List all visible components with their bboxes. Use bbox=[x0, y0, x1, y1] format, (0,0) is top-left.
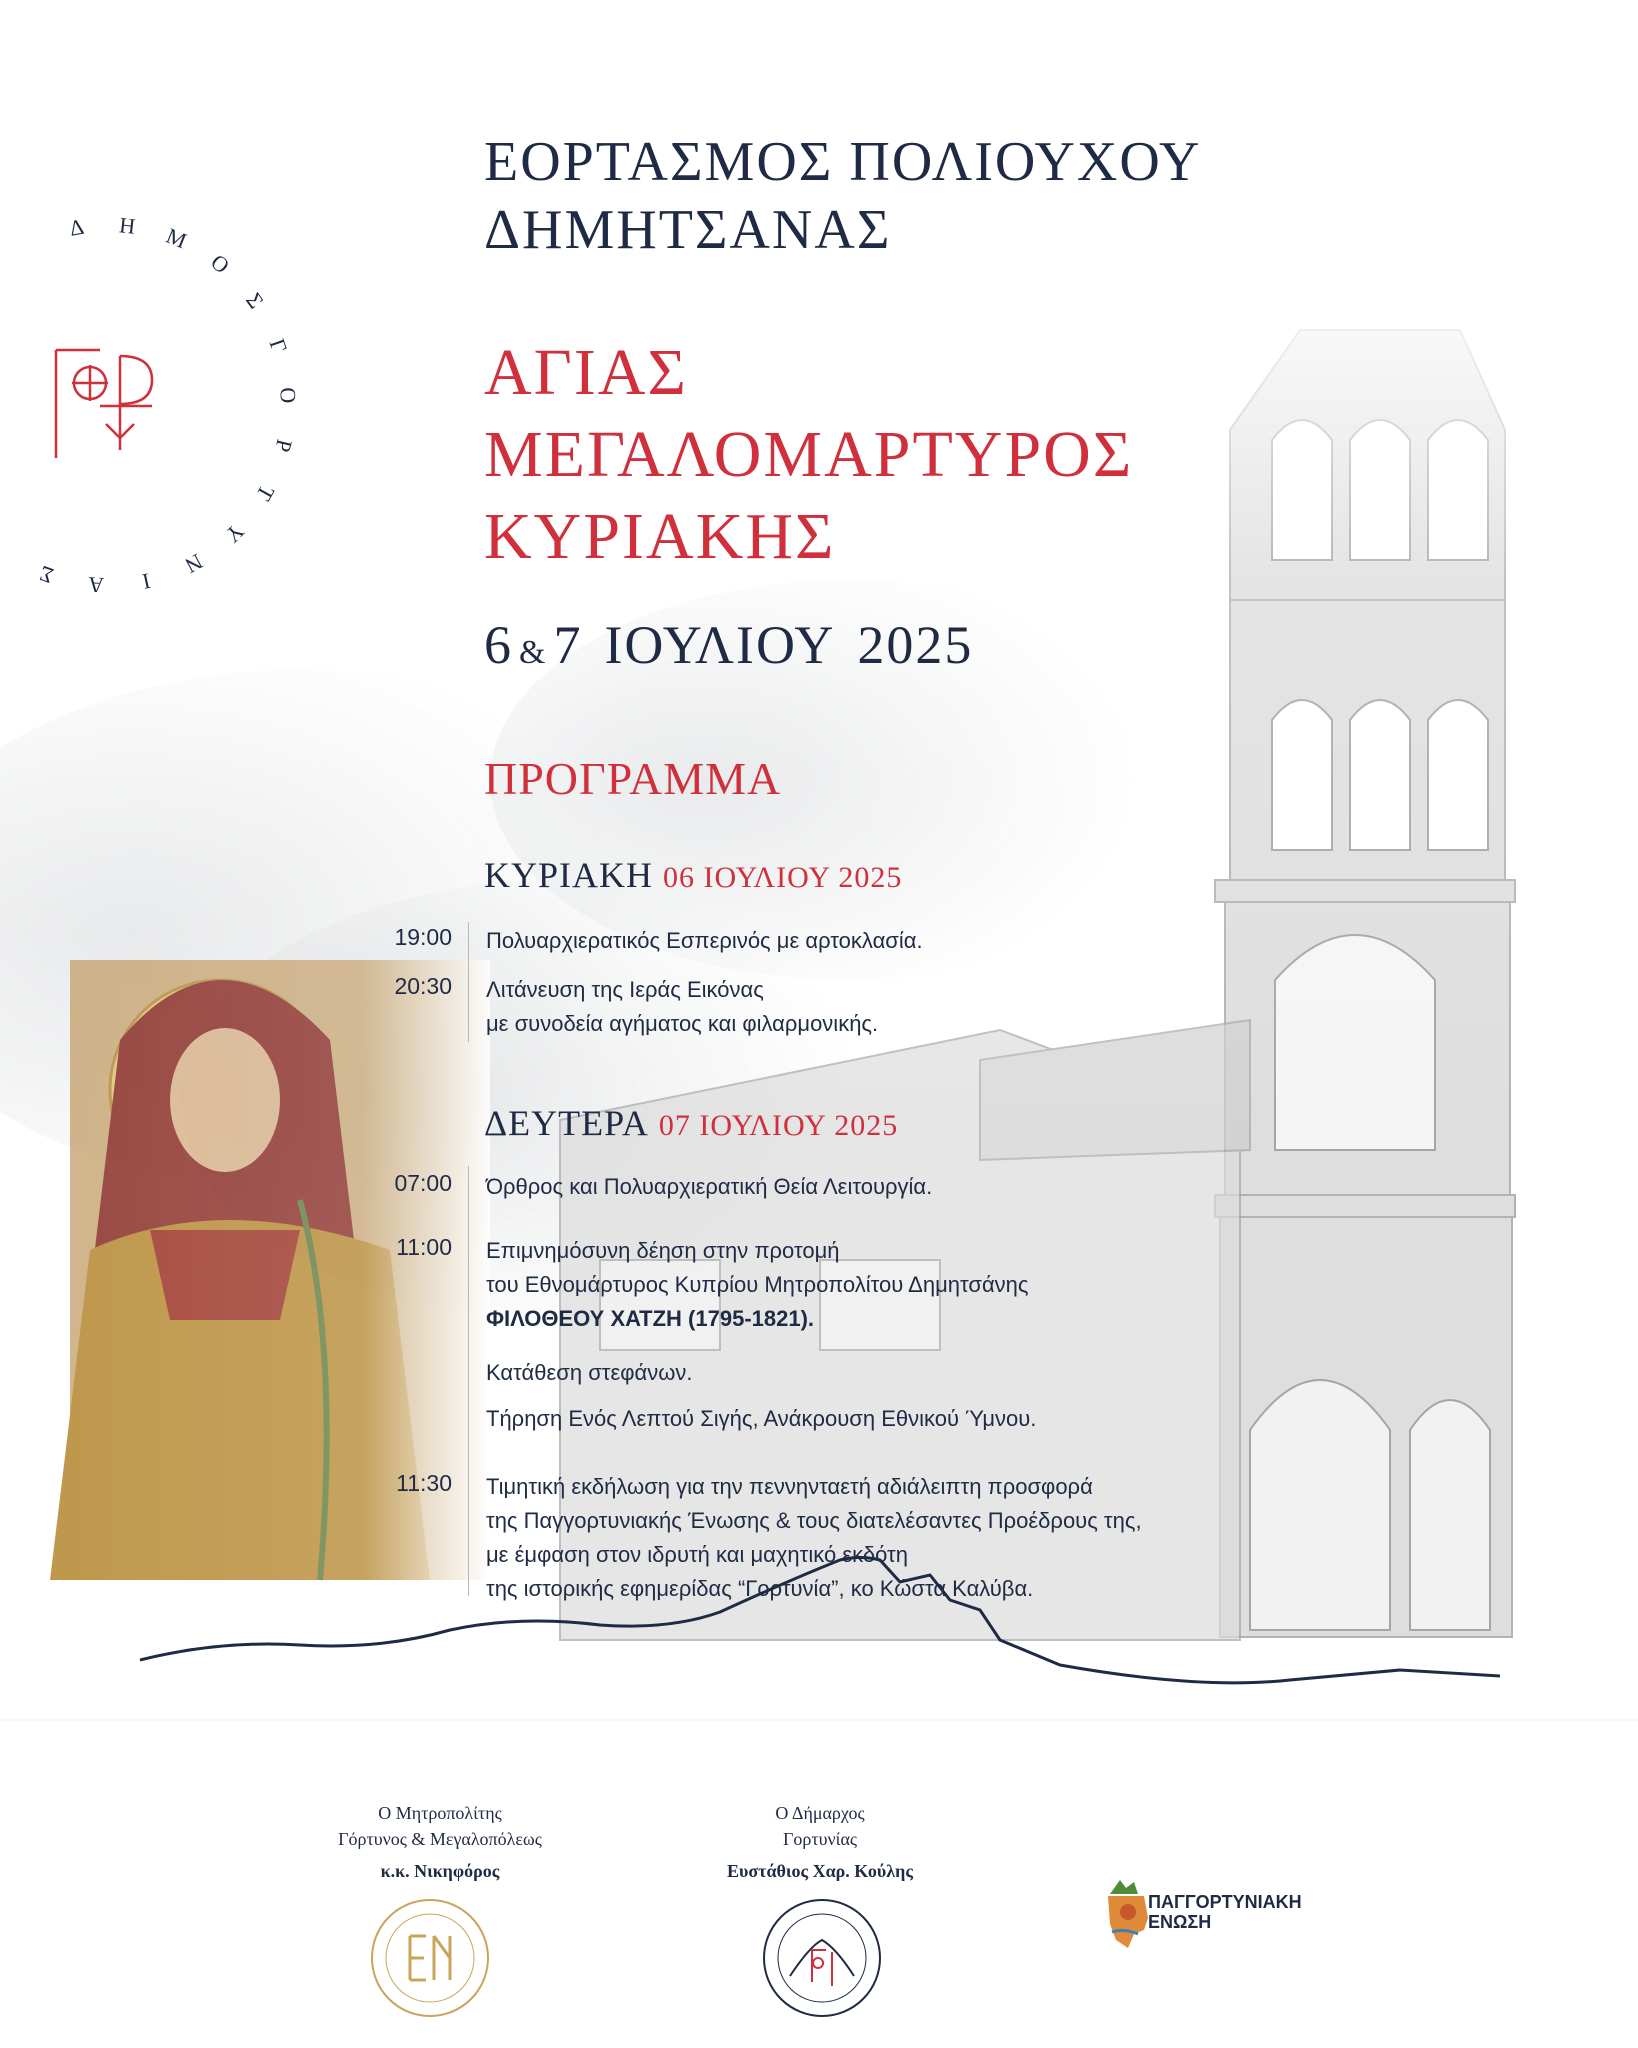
program-heading: ΠΡΟΓΡΑΜΜΑ bbox=[484, 753, 782, 804]
sig-title: Ο Μητροπολίτης bbox=[378, 1803, 502, 1823]
municipality-seal-icon bbox=[760, 1896, 884, 2020]
date-amp: & bbox=[519, 634, 548, 671]
union-line1: ΠΑΓΓΟΡΤΥΝΙΑΚΗ bbox=[1148, 1892, 1302, 1912]
event-description bbox=[486, 1402, 1426, 1436]
gortyna-monogram-icon bbox=[56, 350, 152, 458]
date-day2: 7 bbox=[553, 615, 583, 675]
ring-letter: Δ bbox=[67, 213, 86, 241]
date-month: ΙΟΥΛΙΟΥ bbox=[604, 615, 836, 675]
ring-letter: Σ bbox=[35, 560, 57, 589]
event-line: Τήρηση Ενός Λεπτού Σιγής, Ανάκρουση Εθνικού Ύμνου. bbox=[486, 1406, 1037, 1431]
event-description bbox=[486, 1470, 1426, 1606]
event-time: 11:30 bbox=[396, 1470, 452, 1496]
event-time: 19:00 bbox=[394, 924, 452, 950]
event-line: της Παγγορτυνιακής Ένωσης & τους διατελέσαντες Προέδρους της, bbox=[486, 1508, 1142, 1533]
event-description bbox=[486, 1356, 1426, 1390]
sig-subtitle: Γόρτυνος & Μεγαλοπόλεως bbox=[338, 1829, 542, 1849]
municipality-emblem bbox=[35, 180, 302, 650]
date-year: 2025 bbox=[857, 615, 974, 675]
event-description bbox=[486, 973, 1426, 1041]
ring-letter: Σ bbox=[241, 288, 269, 313]
saint-name: ΑΓΙΑΣ ΜΕΓΑΛΟΜΑΡΤΥΡΟΣ ΚΥΡΙΑΚΗΣ bbox=[484, 336, 1134, 573]
event-time: 11:00 bbox=[396, 1234, 452, 1260]
day-heading-monday bbox=[484, 1102, 898, 1144]
mayor-signature bbox=[700, 1800, 940, 1884]
event-line: Τιμητική εκδήλωση για την πεννηνταετή αδιάλειπτη προσφορά bbox=[486, 1474, 1093, 1499]
sig-name: Ευστάθιος Χαρ. Κούλης bbox=[727, 1861, 913, 1881]
panorama-union-logo-icon bbox=[1104, 1874, 1154, 1954]
day-date: 07 ΙΟΥΛΙΟΥ 2025 bbox=[658, 1109, 899, 1142]
ring-letter: Μ bbox=[162, 222, 191, 254]
ring-letter: Ν bbox=[181, 548, 207, 579]
ring-letter: Γ bbox=[264, 335, 293, 356]
day-name: ΚΥΡΙΑΚΗ bbox=[484, 855, 653, 895]
divider-line bbox=[468, 1166, 469, 1596]
event-dates bbox=[484, 614, 973, 676]
day-heading-sunday bbox=[484, 854, 902, 896]
ring-letter: Ο bbox=[275, 386, 302, 404]
event-line: με έμφαση στον ιδρυτή και μαχητικό εκδότη bbox=[486, 1542, 908, 1567]
event-line: ΦΙΛΟΘΕΟΥ ΧΑΤΖΗ (1795-1821). bbox=[486, 1306, 815, 1331]
ring-letter: Υ bbox=[220, 518, 250, 548]
date-day1: 6 bbox=[484, 615, 513, 675]
event-line: με συνοδεία αγήματος και φιλαρμονικής. bbox=[486, 1011, 879, 1036]
ring-text bbox=[36, 212, 301, 598]
sig-name: κ.κ. Νικηφόρος bbox=[380, 1861, 500, 1881]
event-time: 07:00 bbox=[394, 1170, 452, 1196]
event-line: Όρθρος και Πολυαρχιερατική Θεία Λειτουργία. bbox=[486, 1174, 933, 1199]
event-line: Λιτάνευση της Ιεράς Εικόνας bbox=[486, 977, 764, 1002]
event-time: 20:30 bbox=[394, 973, 452, 999]
ring-letter: Ι bbox=[140, 568, 153, 595]
ring-letter: Ο bbox=[206, 248, 235, 279]
event-line: του Εθνομάρτυρος Κυπρίου Μητροπολίτου Δημητσάνης bbox=[486, 1272, 1029, 1297]
metropolitan-signature bbox=[300, 1800, 580, 1884]
event-line: Κατάθεση στεφάνων. bbox=[486, 1360, 693, 1385]
day-date: 06 ΙΟΥΛΙΟΥ 2025 bbox=[663, 861, 903, 894]
event-title: ΕΟΡΤΑΣΜΟΣ ΠΟΛΙΟΥΧΟΥ ΔΗΜΗΤΣΑΝΑΣ bbox=[484, 131, 1202, 261]
union-line2: ΕΝΩΣΗ bbox=[1148, 1912, 1212, 1932]
event-description bbox=[486, 924, 1426, 958]
divider-line bbox=[468, 922, 469, 1042]
event-line: Πολυαρχιερατικός Εσπερινός με αρτοκλασία. bbox=[486, 928, 923, 953]
metropolis-seal-icon bbox=[368, 1896, 492, 2020]
event-line: Επιμνημόσυνη δέηση στην προτομή bbox=[486, 1238, 840, 1263]
ring-letter: Τ bbox=[251, 481, 280, 506]
union-name bbox=[1148, 1892, 1302, 1932]
event-description bbox=[486, 1234, 1426, 1336]
sig-title: Ο Δήμαρχος bbox=[775, 1803, 865, 1823]
event-line: της ιστορικής εφημερίδας “Γορτυνία”, κο Κώστα Καλύβα. bbox=[486, 1576, 1034, 1601]
event-description bbox=[486, 1170, 1426, 1204]
ring-letter: Η bbox=[118, 212, 137, 239]
sig-subtitle: Γορτυνίας bbox=[782, 1829, 858, 1849]
ring-letter: Ρ bbox=[270, 437, 298, 455]
ring-letter: Α bbox=[87, 572, 105, 599]
day-name: ΔΕΥΤΕΡΑ bbox=[484, 1103, 649, 1143]
